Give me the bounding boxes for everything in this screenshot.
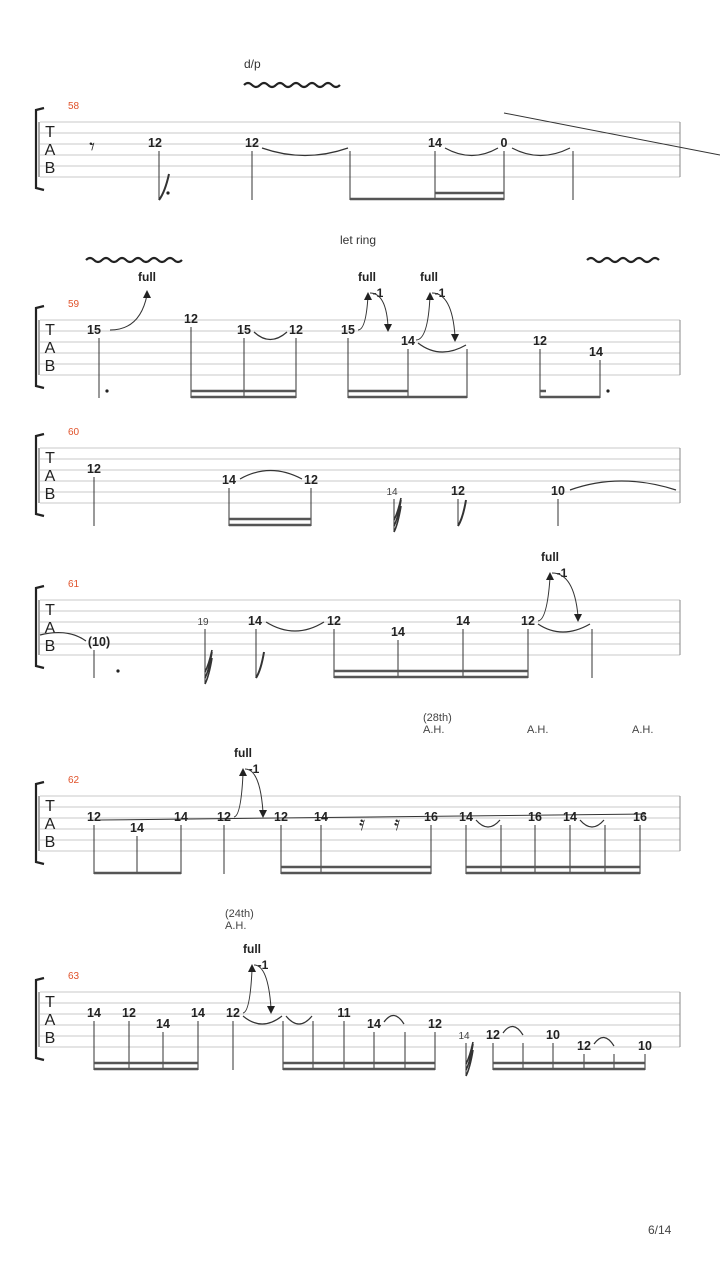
fret-number: 10 xyxy=(546,1028,560,1042)
tab-clef-a: A xyxy=(44,1012,56,1029)
fret-number: 12 xyxy=(184,312,198,326)
fret-number: 14 xyxy=(401,334,415,348)
fret-number: 14 xyxy=(191,1006,205,1020)
fret-number: 14 xyxy=(459,810,473,824)
harmonic-24th-label: (24th) xyxy=(225,908,254,920)
system-63 xyxy=(36,908,680,1076)
tab-clef-t: T xyxy=(45,124,55,141)
system-brace xyxy=(36,978,44,1060)
artificial-harmonic-label: A.H. xyxy=(423,724,445,736)
bend-release-label: -1 xyxy=(257,958,269,972)
tab-clef-b: B xyxy=(44,834,56,851)
system-60 xyxy=(36,427,680,532)
vibrato-mark xyxy=(587,258,659,262)
tab-clef-t: T xyxy=(45,994,55,1011)
page-number: 6/14 xyxy=(648,1223,672,1237)
let-ring-label: let ring xyxy=(340,233,377,247)
system-brace xyxy=(36,108,44,190)
fret-number: (10) xyxy=(87,635,111,649)
tab-clef-a: A xyxy=(44,340,56,357)
system-61 xyxy=(36,550,680,684)
fret-number: 12 xyxy=(428,1017,442,1031)
tab-clef-b: B xyxy=(44,638,56,655)
fret-number: 14 xyxy=(248,614,262,628)
tab-clef-t: T xyxy=(45,602,55,619)
bend-full-label: full xyxy=(138,270,156,284)
fret-number: 14 xyxy=(367,1017,381,1031)
fret-number: 16 xyxy=(528,810,542,824)
eighth-rest-icon: 𝄾 xyxy=(89,135,95,160)
fret-number: 10 xyxy=(551,484,565,498)
system-59 xyxy=(36,233,680,398)
tab-clef-t: T xyxy=(45,450,55,467)
fret-number: 14 xyxy=(222,473,236,487)
measure-number: 60 xyxy=(68,427,80,438)
fret-number: 12 xyxy=(289,323,303,337)
system-62 xyxy=(36,712,680,874)
bend-release-label: -1 xyxy=(434,286,446,300)
bend-full-label: full xyxy=(243,942,261,956)
fret-number: 12 xyxy=(274,810,288,824)
system-brace xyxy=(36,586,44,668)
artificial-harmonic-label: A.H. xyxy=(632,724,654,736)
measure-number: 62 xyxy=(68,775,80,786)
fret-number: 12 xyxy=(486,1028,500,1042)
fret-number: 14 xyxy=(391,625,405,639)
dp-label: d/p xyxy=(244,57,261,71)
tab-clef-b: B xyxy=(44,358,56,375)
fret-number: 11 xyxy=(337,1006,351,1020)
fret-number: 14 xyxy=(130,821,144,835)
tab-clef-a: A xyxy=(44,816,56,833)
sixteenth-rest-icon: 𝄿 xyxy=(358,811,366,835)
fret-number: 12 xyxy=(451,484,465,498)
fret-number: 14 xyxy=(589,345,603,359)
fret-number: 14 xyxy=(458,1031,470,1042)
fret-number: 12 xyxy=(245,136,259,150)
fret-number: 12 xyxy=(122,1006,136,1020)
measure-number: 59 xyxy=(68,299,80,310)
fret-number: 15 xyxy=(341,323,355,337)
bend-release-label: -1 xyxy=(556,566,568,580)
system-58 xyxy=(36,57,720,200)
measure-number: 61 xyxy=(68,579,80,590)
fret-number: 12 xyxy=(217,810,231,824)
tab-clef-b: B xyxy=(44,160,56,177)
fret-number: 19 xyxy=(197,617,209,628)
fret-number: 12 xyxy=(148,136,162,150)
fret-number: 12 xyxy=(226,1006,240,1020)
tab-clef-t: T xyxy=(45,798,55,815)
fret-number: 12 xyxy=(87,810,101,824)
sixteenth-rest-icon: 𝄿 xyxy=(393,811,401,835)
system-brace xyxy=(36,434,44,516)
fret-number: 12 xyxy=(327,614,341,628)
measure-number: 58 xyxy=(68,101,80,112)
vibrato-mark xyxy=(244,83,340,87)
fret-number: 14 xyxy=(314,810,328,824)
tab-clef-b: B xyxy=(44,486,56,503)
bend-full-label: full xyxy=(234,746,252,760)
fret-number: 15 xyxy=(87,323,101,337)
tab-clef-t: T xyxy=(45,322,55,339)
system-brace xyxy=(36,306,44,388)
fret-number: 16 xyxy=(424,810,438,824)
fret-number: 14 xyxy=(87,1006,101,1020)
measure-number: 63 xyxy=(68,971,80,982)
tab-clef-b: B xyxy=(44,1030,56,1047)
fret-number: 12 xyxy=(577,1039,591,1053)
artificial-harmonic-label: A.H. xyxy=(225,920,247,932)
tab-clef-a: A xyxy=(44,142,56,159)
artificial-harmonic-label: A.H. xyxy=(527,724,549,736)
fret-number: 12 xyxy=(304,473,318,487)
fret-number: 14 xyxy=(174,810,188,824)
fret-number: 14 xyxy=(563,810,577,824)
fret-number: 0 xyxy=(500,136,508,150)
fret-number: 15 xyxy=(237,323,251,337)
fret-number: 14 xyxy=(428,136,442,150)
fret-number: 10 xyxy=(638,1039,652,1053)
vibrato-mark xyxy=(86,258,182,262)
bend-full-label: full xyxy=(420,270,438,284)
fret-number: 12 xyxy=(533,334,547,348)
fret-number: 12 xyxy=(87,462,101,476)
bend-full-label: full xyxy=(541,550,559,564)
bend-release-label: -1 xyxy=(248,762,260,776)
fret-number: 14 xyxy=(386,487,398,498)
harmonic-28th-label: (28th) xyxy=(423,712,452,724)
bend-release-label: -1 xyxy=(372,286,384,300)
fret-number: 12 xyxy=(521,614,535,628)
fret-number: 16 xyxy=(633,810,647,824)
tab-clef-a: A xyxy=(44,468,56,485)
system-brace xyxy=(36,782,44,864)
tab-clef-a: A xyxy=(44,620,56,637)
bend-full-label: full xyxy=(358,270,376,284)
fret-number: 14 xyxy=(156,1017,170,1031)
fret-number: 14 xyxy=(456,614,470,628)
